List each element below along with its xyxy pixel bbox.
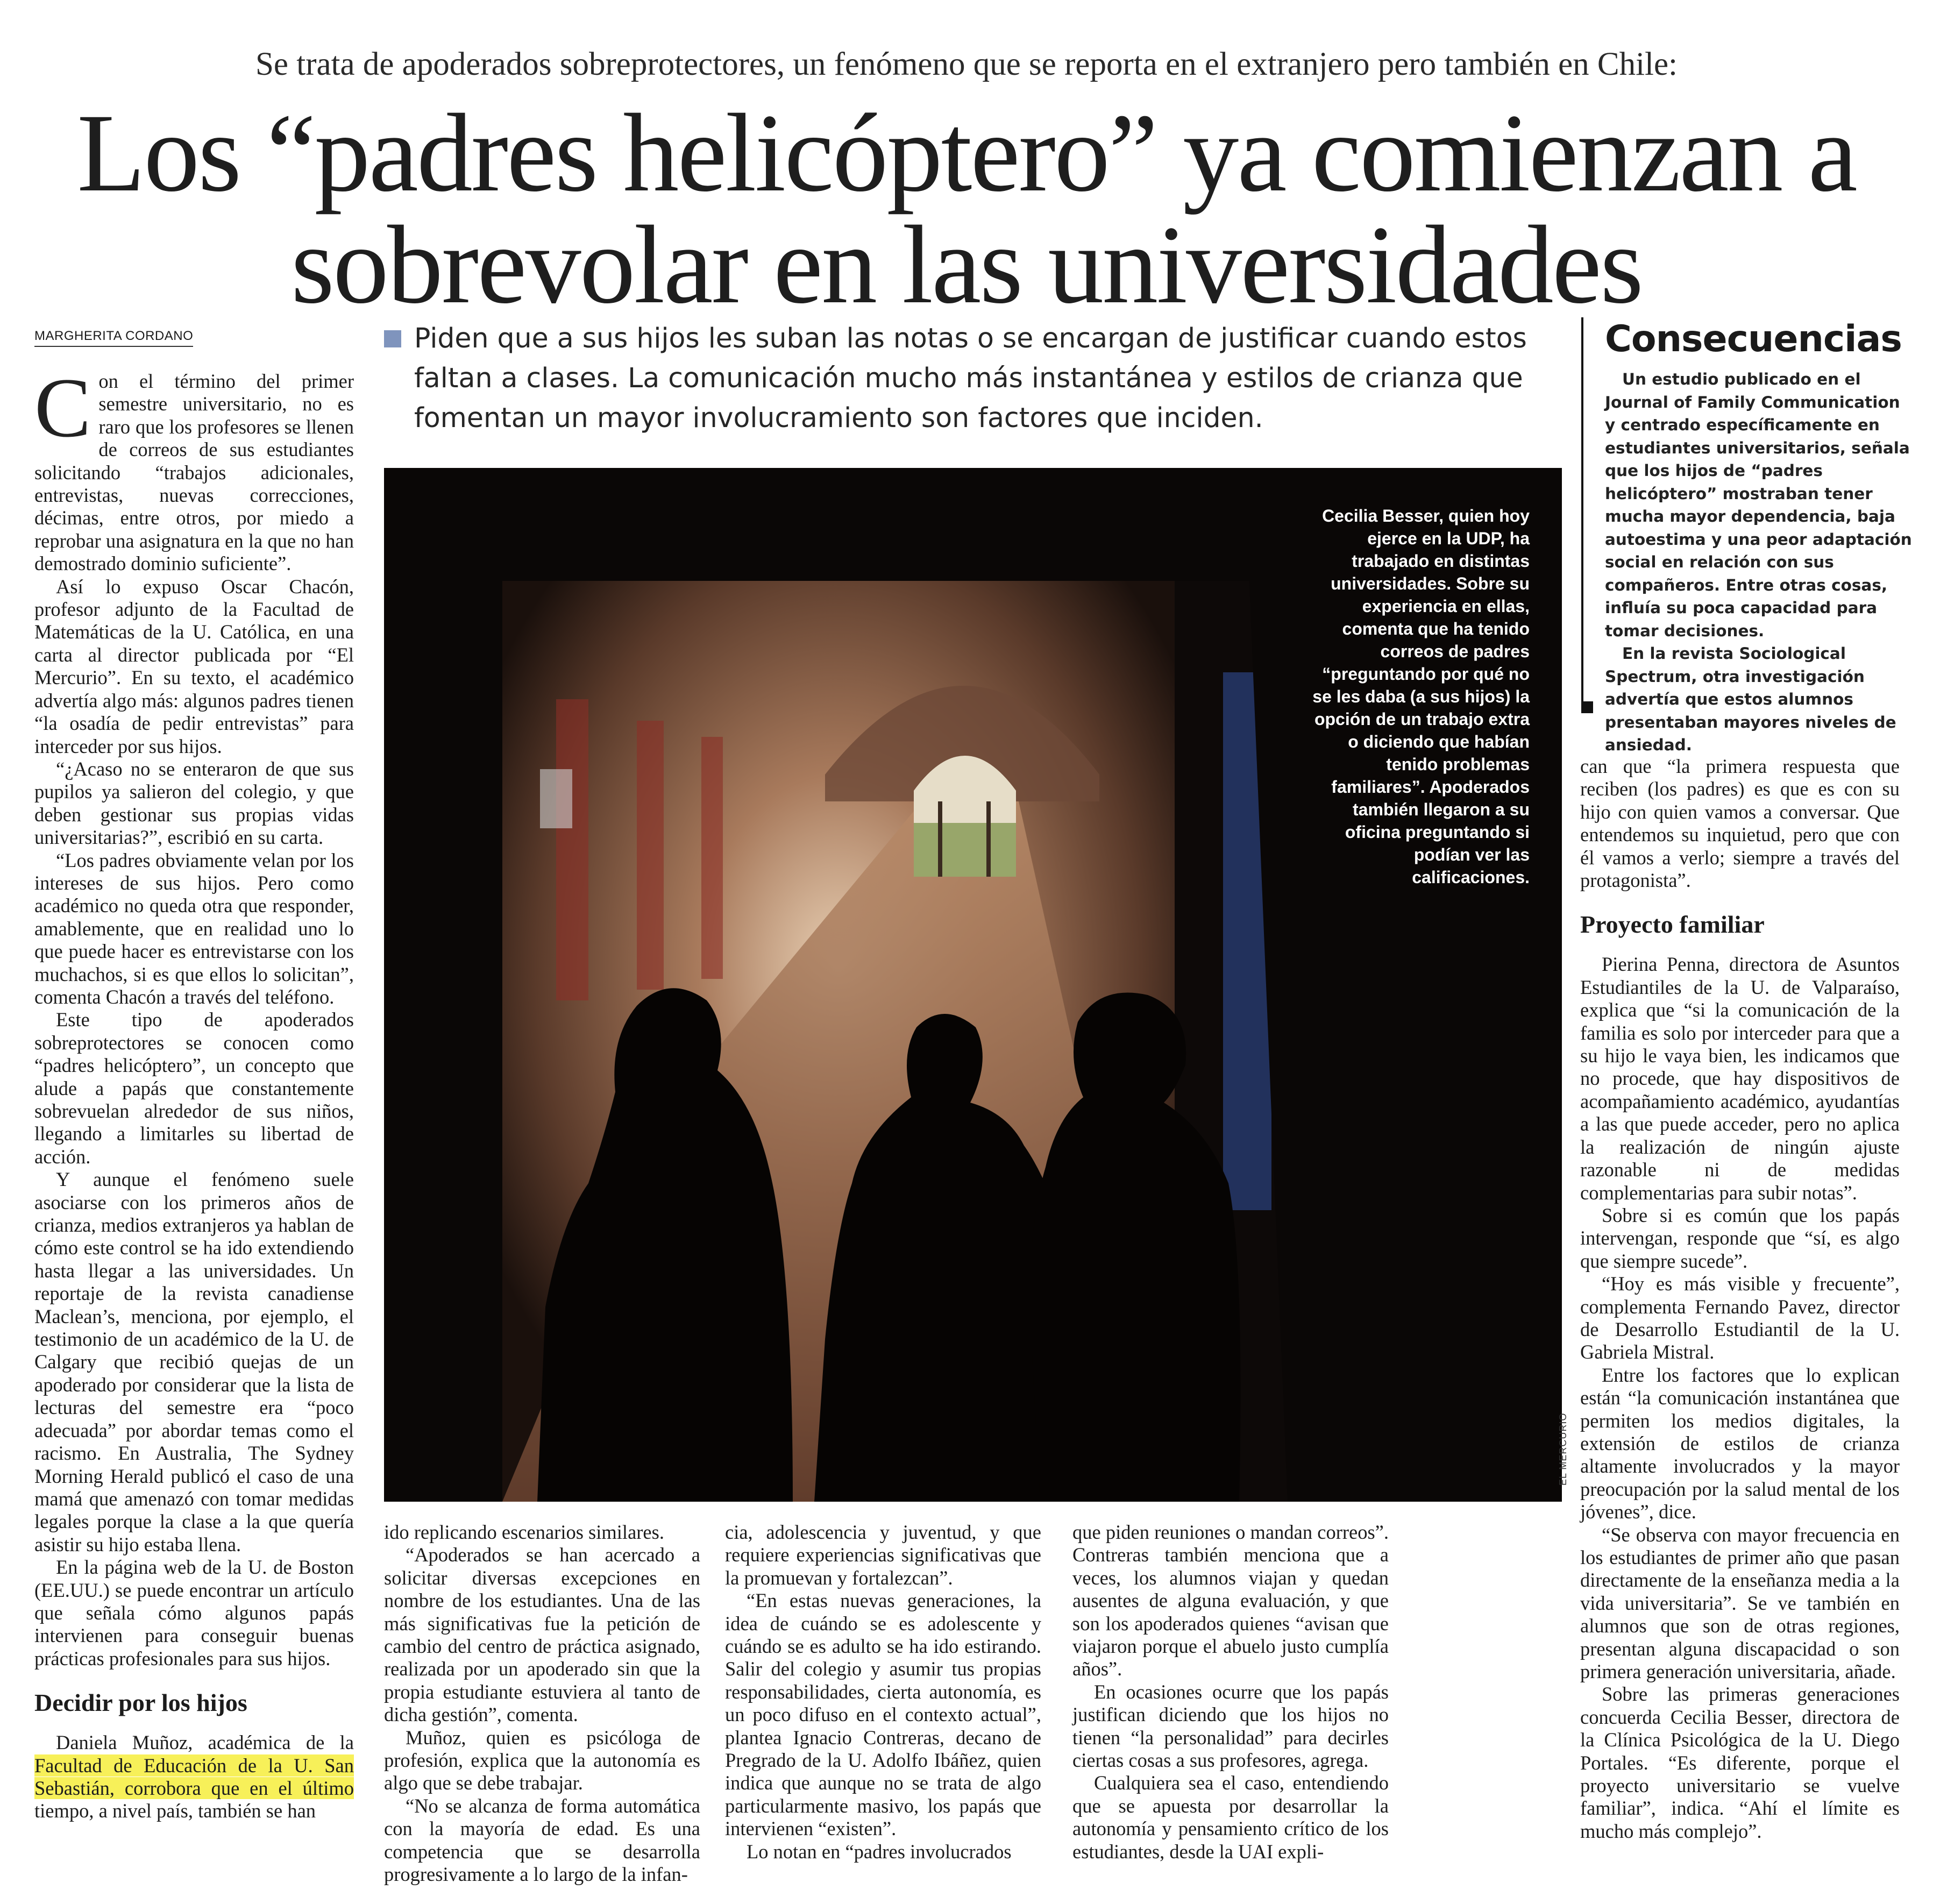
sidebar-paragraph: En la revista Sociological Spectrum, otra investigación advertía que estos alumnos presentaban mayores niveles de ansiedad. [1605, 644, 1896, 754]
photo-credit: EL MERCURIO [1558, 1412, 1568, 1486]
column-3 [725, 1521, 1041, 1863]
paragraph: “En estas nuevas generaciones, la idea de cuándo se es adolescente y cuándo se es adulto se ha ido estirando. Salir del colegio y asumir tus propias responsabilidades, cierta autonomía, es un poco difuso en el contexto actual”, plantea Ignacio Contreras, decano de Pregrado de la U. Adolfo Ibáñez, quien indica que aunque no se trata de algo particularmente masivo, los papás que intervienen “existen”. [725, 1589, 1041, 1840]
paragraph: Este tipo de apoderados sobreprotectores se conocen como “padres helicóptero”, un concepto que alude a papás que constantemente sobrevuelan alrededor de sus niños, llegando a limitarles su libertad de acción. [34, 1008, 354, 1168]
end-mark-icon [1581, 701, 1593, 713]
paragraph-highlighted: Daniela Muñoz, académica de la Facultad de Educación de la U. San Sebastián, corrobora que en el último tiempo, a nivel país, también se han [34, 1731, 354, 1822]
square-bullet-icon [384, 330, 401, 347]
highlighted-text: Facultad de Educación de la U. San Sebastián, corrobora que en el último [34, 1754, 354, 1799]
paragraph: En ocasiones ocurre que los papás justifican diciendo que los hijos no tienen “la personalidad” para decirles ciertas cosas a sus profesores, agrega. [1072, 1680, 1389, 1772]
paragraph: Cualquiera sea el caso, entendiendo que se apuesta por desarrollar la autonomía y pensamiento crítico de los estudiantes, desde la UAI expli- [1072, 1772, 1389, 1863]
headline [0, 91, 1933, 326]
paragraph: Lo notan en “padres involucrados [747, 1840, 1012, 1863]
byline: MARGHERITA CORDANO [34, 329, 193, 347]
column-4 [1072, 1521, 1389, 1863]
paragraph: En la página web de la U. de Boston (EE.UU.) se puede encontrar un artículo que señala cómo algunos papás intervienen para conseguir buenas prácticas profesionales para sus hijos. [34, 1556, 354, 1669]
paragraph: “¿Acaso no se enteraron de que sus pupilos ya salieron del colegio, y que deben gestionar sus propias vidas universitarias?”, escribió en su carta. [34, 757, 354, 849]
standfirst: Piden que a sus hijos les suban las notas o se encargan de justificar cuando estos faltan a clases. La comunicación mucho más instantánea y estilos de crianza que fomentan un mayor involucramiento son factores que inciden. [384, 318, 1562, 438]
paragraph: que piden reuniones o mandan correos”. Contreras también menciona que a veces, los alumnos viajan y quedan ausentes de alguna evaluación, y que son los apoderados quienes “avisan que viajaron porque el abuelo justo cumplía años”. [1072, 1521, 1389, 1680]
photo-caption: Cecilia Besser, quien hoy ejerce en la UDP, ha trabajado en distintas universidades. Sobre su experiencia en ellas, comenta que ha tenido correos de padres “preguntando por qué no se les daba (a sus hijos) la opción de un trabajo extra o diciendo que habían tenido problemas familiares”. Apoderados también llegaron a su oficina preguntando si podían ver las calificaciones. [1312, 506, 1530, 887]
paragraph: “Hoy es más visible y frecuente”, complementa Fernando Pavez, director de Desarrollo Estudiantil de la U. Gabriela Mistral. [1580, 1273, 1900, 1363]
sidebar-title: Consecuencias [1605, 318, 1902, 360]
headline-line-1: Los “padres helicóptero” ya comienzan a [77, 91, 1856, 215]
paragraph: “No se alcanza de forma automática con la mayoría de edad. Es una competencia que se desarrolla progresivamente a lo largo de la infan- [384, 1794, 700, 1886]
paragraph: Así lo expuso Oscar Chacón, profesor adjunto de la Facultad de Matemáticas de la U. Católica, en una carta al director publicada por “El Mercurio”. En su texto, el académico advertía algo más: algunos padres tienen “la osadía de pedir entrevistas” para interceder por sus hijos. [34, 575, 354, 757]
drop-cap: C [34, 361, 91, 455]
paragraph: “Apoderados se han acercado a solicitar diversas excepciones en nombre de los estudiantes. Una de las más significativas fue la petición de cambio del centro de práctica asignado, realizada por un apoderado sin que la propia estudiante estuviera al tanto de dicha gestión”, comenta. [384, 1544, 700, 1726]
paragraph: Muñoz, quien es psicóloga de profesión, explica que la autonomía es algo que se debe trabajar. [384, 1726, 700, 1794]
paragraph: Y aunque el fenómeno suele asociarse con los primeros años de crianza, medios extranjeros ya hablan de cómo este control se ha ido extendiendo hasta llegar a las universidades. Un reportaje de la revista canadiense Maclean’s, menciona, por ejemplo, el testimonio de un académico de la U. de Calgary que recibió quejas de un apoderado por considerar que la lista de lecturas del semestre era “poco adecuada” por abordar temas como el racismo. En Australia, The Sydney Morning Herald publicó el caso de una mamá que amenazó con tomar medidas legales porque la clase a la que quería asistir su hijo estaba llena. [34, 1168, 354, 1555]
subheading-decidir: Decidir por los hijos [34, 1689, 247, 1717]
sidebar-consecuencias [1581, 317, 1915, 754]
paragraph-lead: Con el término del primer semestre universitario, no es raro que los profesores se llenen de correos de sus estudiantes solicitando “trabajos adicionales, entrevistas, nuevas correcciones, décimas, entre otros, por miedo a reprobar una asignatura en la que no han demostrado dominio suficiente”. [34, 361, 354, 575]
paragraph: ido replicando escenarios similares. [384, 1521, 664, 1543]
column-5 [1580, 755, 1900, 1843]
paragraph: Sobre las primeras generaciones concuerda Cecilia Besser, directora de la Clínica Psicológica de la U. Diego Portales. “Es diferente, porque el proyecto universitario se vuelve familiar”, indica. “Ahí el límite es mucho más complejo”. [1580, 1683, 1900, 1842]
paragraph: Pierina Penna, directora de Asuntos Estudiantiles de la U. de Valparaíso, explica que “si la comunicación de la familia es solo por interceder para que a su hijo le vaya bien, les indicamos que no procede, que hay dispositivos de acompañamiento académico, ayudantías a las que puede acceder, pero no aplica la realización de ningún ajuste razonable ni de medidas complementarias para subir notas”. [1580, 953, 1900, 1204]
kicker: Se trata de apoderados sobreprotectores, un fenómeno que se reporta en el extranjero pero también en Chile: [255, 46, 1678, 82]
column-2 [384, 1521, 700, 1886]
sidebar-paragraph: Un estudio publicado en el Journal of Family Communication y centrado específicamente en estudiantes universitarios, señala que los hijos de “padres helicóptero” mostraban tener mucha mayor dependencia, baja autoestima y una peor adaptación social en relación con sus compañeros. Entre otras cosas, influía su poca capacidad para tomar decisiones. [1605, 370, 1912, 640]
paragraph: cia, adolescencia y juventud, y que requiere experiencias significativas que la promuevan y fortalezcan”. [725, 1521, 1041, 1589]
column-1 [34, 361, 354, 1823]
headline-line-2: sobrevolar en las universidades [291, 203, 1642, 326]
paragraph: Sobre si es común que los papás intervengan, responde que “sí, es algo que siempre sucede”. [1580, 1204, 1900, 1272]
main-photo [384, 468, 1562, 1502]
paragraph: Entre los factores que lo explican están “la comunicación instantánea que permiten los medios digitales, la extensión de estilos de crianza altamente involucrados y la mayor preocupación por la salud mental de los jóvenes”, dice. [1580, 1363, 1900, 1523]
paragraph: “Se observa con mayor frecuencia en los estudiantes de primer año que pasan directamente de la enseñanza media a la vida universitaria”. Se ve también en alumnos que son de otras regiones, presentan alguna discapacidad o son primera generación universitaria, añade. [1580, 1523, 1900, 1683]
subheading-proyecto: Proyecto familiar [1580, 911, 1765, 939]
paragraph: can que “la primera respuesta que reciben (los padres) es que es con su hijo con quien vamos a conversar. Que entendemos su inquietud, pero que con él vamos a verlo; siempre a través del protagonista”. [1580, 755, 1900, 892]
paragraph: “Los padres obviamente velan por los intereses de sus hijos. Pero como académico no queda otra que responder, amablemente, que en realidad uno lo que puede hacer es entrevistarse con los muchachos, si es que ellos lo solicitan”, comenta Chacón a través del teléfono. [34, 849, 354, 1008]
